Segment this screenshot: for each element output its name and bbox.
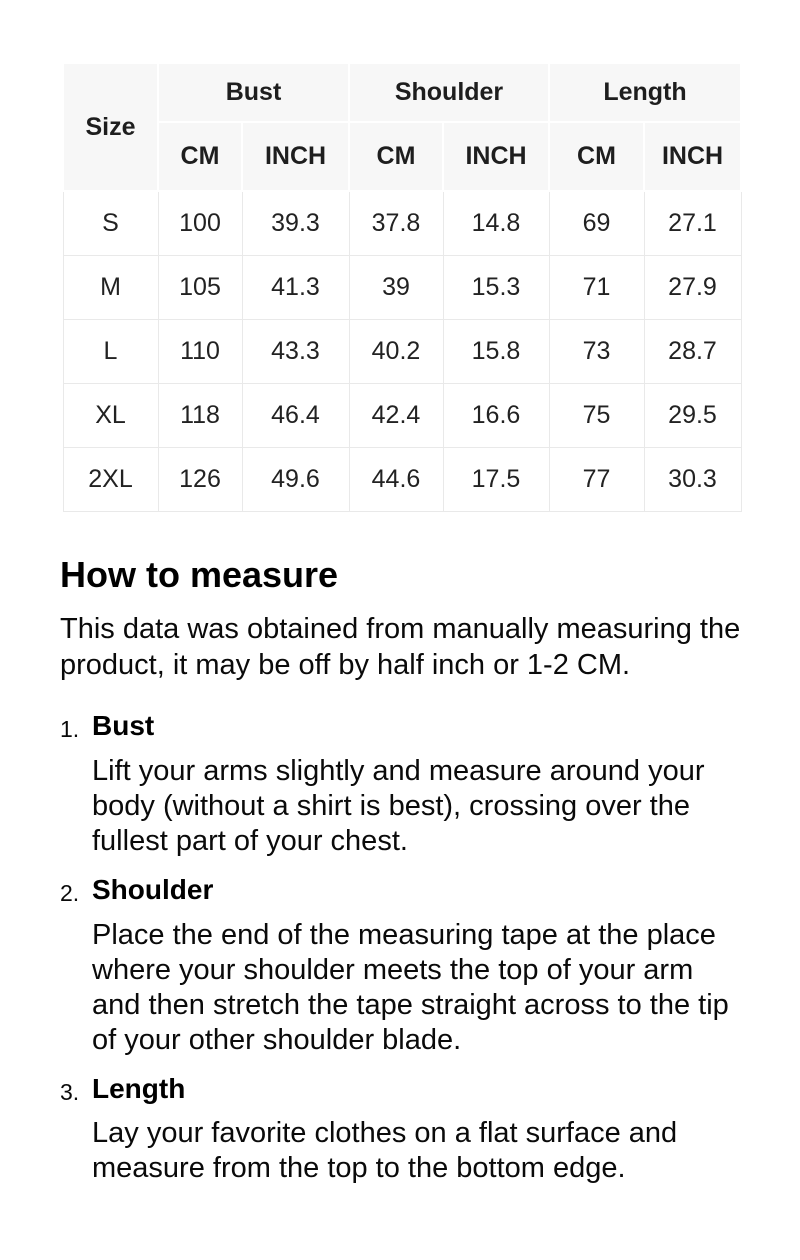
measurement-cell: 27.9 (644, 256, 741, 320)
column-header-length: Length (549, 63, 741, 122)
measurement-cell: 75 (549, 384, 644, 448)
column-header-shoulder: Shoulder (349, 63, 549, 122)
measurement-cell: 126 (158, 448, 242, 512)
step-content (92, 1072, 744, 1187)
unit-header-bust-inch: INCH (242, 122, 349, 191)
measurement-cell: 40.2 (349, 320, 443, 384)
unit-header-length-inch: INCH (644, 122, 741, 191)
measurement-cell: 39 (349, 256, 443, 320)
size-cell: 2XL (63, 448, 158, 512)
measurement-cell: 118 (158, 384, 242, 448)
measurement-cell: 17.5 (443, 448, 549, 512)
table-header-group-row (63, 63, 741, 122)
list-item-bust (60, 709, 744, 859)
unit-header-length-cm: CM (549, 122, 644, 191)
size-cell: L (63, 320, 158, 384)
table-row-s (63, 191, 741, 256)
measurement-cell: 15.3 (443, 256, 549, 320)
list-item-shoulder (60, 873, 744, 1058)
measurement-cell: 69 (549, 191, 644, 256)
measurement-cell: 100 (158, 191, 242, 256)
step-description-bust: Lift your arms slightly and measure around your body (without a shirt is best), crossing over the fullest part of your chest. (92, 754, 705, 857)
step-description-length: Lay your favorite clothes on a flat surface and measure from the top to the bottom edge. (92, 1117, 678, 1185)
step-number: 2. (60, 879, 80, 906)
size-cell: XL (63, 384, 158, 448)
list-item-length (60, 1072, 744, 1187)
measurement-cell: 43.3 (242, 320, 349, 384)
table-header-unit-row (63, 122, 741, 191)
step-description-shoulder: Place the end of the measuring tape at the place where your shoulder meets the top of your arm and then stretch the tape straight across to the tip of your other shoulder blade. (92, 918, 729, 1056)
measurement-cell: 30.3 (644, 448, 741, 512)
measurement-cell: 28.7 (644, 320, 741, 384)
how-to-measure-intro: This data was obtained from manually measuring the product, it may be off by half inch or 1-2 CM. (60, 613, 741, 682)
measurement-cell: 29.5 (644, 384, 741, 448)
how-to-measure-heading: How to measure (60, 554, 339, 595)
step-title-length: Length (92, 1072, 186, 1104)
measure-steps-list (60, 709, 744, 1186)
measurement-cell: 110 (158, 320, 242, 384)
measurement-cell: 105 (158, 256, 242, 320)
measurement-cell: 42.4 (349, 384, 443, 448)
step-content (92, 873, 744, 1058)
table-row-2xl (63, 448, 741, 512)
measurement-cell: 46.4 (242, 384, 349, 448)
measurement-cell: 27.1 (644, 191, 741, 256)
size-cell: S (63, 191, 158, 256)
measurement-cell: 14.8 (443, 191, 549, 256)
step-title-shoulder: Shoulder (92, 873, 214, 905)
step-content (92, 709, 744, 859)
unit-header-bust-cm: CM (158, 122, 242, 191)
unit-header-shoulder-cm: CM (349, 122, 443, 191)
measurement-cell: 77 (549, 448, 644, 512)
step-number: 1. (60, 716, 80, 743)
measurement-cell: 49.6 (242, 448, 349, 512)
measurement-cell: 39.3 (242, 191, 349, 256)
size-chart-table (62, 62, 742, 512)
size-cell: M (63, 256, 158, 320)
table-row-xl (63, 384, 741, 448)
measurement-cell: 41.3 (242, 256, 349, 320)
measurement-cell: 44.6 (349, 448, 443, 512)
measurement-cell: 37.8 (349, 191, 443, 256)
column-header-bust: Bust (158, 63, 349, 122)
measurement-cell: 16.6 (443, 384, 549, 448)
measurement-cell: 15.8 (443, 320, 549, 384)
column-header-size: Size (63, 63, 158, 191)
measurement-cell: 71 (549, 256, 644, 320)
measurement-cell: 73 (549, 320, 644, 384)
step-title-bust: Bust (92, 710, 155, 742)
table-row-m (63, 256, 741, 320)
table-row-l (63, 320, 741, 384)
step-number: 3. (60, 1078, 80, 1105)
unit-header-shoulder-inch: INCH (443, 122, 549, 191)
